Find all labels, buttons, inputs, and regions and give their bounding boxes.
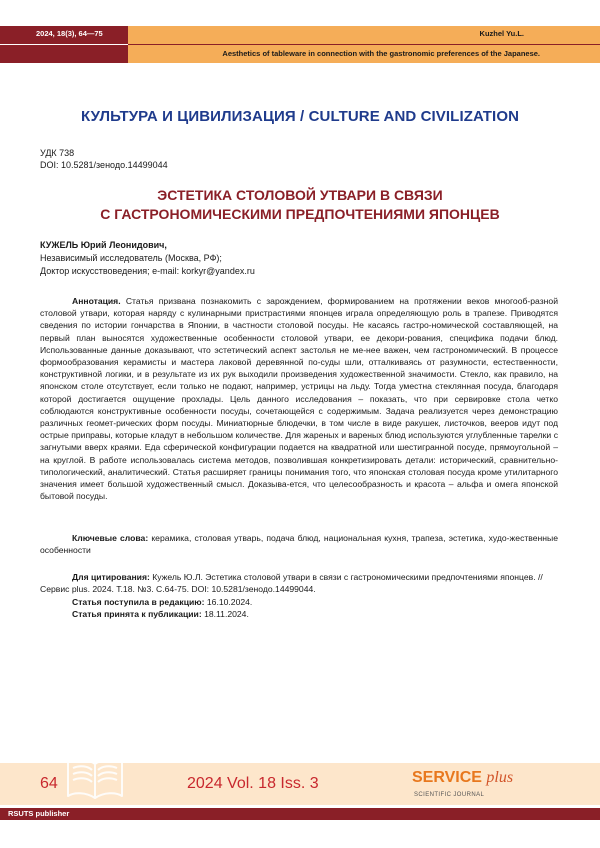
- abstract-text: Статья призвана познакомить с зарождением, формированием на протяжении веков многооб-разной столовой утвари, которая наряду с кулинарными пристрастиями японцев играла определяющую роль в трапезе. Приводятся сведения по истории гончарства в Японии, в частности столовой посуды. Не касаясь гастро-номической составляющей, на первый план выносятся художественные особенности столовой утвари, ее декори-рования, специфика подачи блюд. Использованные данные доказывают, что эстетический аспект застолья не ме-нее важен, чем гастрономический. В процессе формообразования керамисты и мастера лаковой деревянной по-суды шли, отталкиваясь от разумности, естественности, конструктивной логики, и в результате из их рук выходили произведения художественной значимости. Стекло, как правило, на японском столе отсутствует, если только не подают, например, устрицы на льду. Тогда уместна стеклянная посуда, благодаря которой достигается ощущение прохлады. Цель данного исследования – показать, что при сервировке стола четко соблюдаются конструктивные особенности посуды, сочетающейся с содержимым. Задача реализуется через демонстрацию различных геомет-рических форм посуды. Миниатюрные блюдечки, в том числе в виде ракушек, листочков, вееров идут под острые приправы, которые кладут в небольшом количестве. Для жареных и вареных блюд используются углубленные тарелки с загнутыми вверх краями. Еда сферической конфигурации подается на квадратной или шестигранной посуде, прямоугольной – на круглой. В работе использовалась система методов, позволившая конкретизировать детали: исторический, сравнительно-типологический, аналитический. Статья расширяет границы понимания того, что японская столовая посуда кроме утилитарного значения имеет большой художественный смысл. Доказыва-ется, что целесообразность и красота – альфа и омега японской бытовой посуды.: [40, 296, 558, 502]
- header-article-title: Aesthetics of tableware in connection with the gastronomic preferences of the Japanese.: [222, 49, 540, 58]
- abstract-label: Аннотация.: [72, 296, 121, 306]
- publisher-logo: [62, 752, 128, 808]
- citation: [40, 571, 558, 595]
- author-degree-email[interactable]: Доктор искусствоведения; e-mail: korkyr@yandex.ru: [40, 266, 255, 276]
- article-title-line-2: С ГАСТРОНОМИЧЕСКИМИ ПРЕДПОЧТЕНИЯМИ ЯПОНЦЕВ: [100, 206, 500, 222]
- page-number: 64: [40, 775, 58, 792]
- keywords-text: керамика, столовая утварь, подача блюд, национальная кухня, трапеза, эстетика, худо-жественные особенности: [40, 533, 558, 555]
- header-maroon-block-2: [0, 45, 128, 63]
- footer-publisher-bar: [0, 808, 600, 820]
- header-bottom-bar: [0, 45, 600, 63]
- section-heading: КУЛЬТУРА И ЦИВИЛИЗАЦИЯ / CULTURE AND CIVILIZATION: [80, 108, 520, 125]
- received-label: Статья поступила в редакцию:: [72, 597, 205, 607]
- journal-logo: [412, 769, 513, 787]
- keywords-label: Ключевые слова:: [72, 533, 149, 543]
- received-date: [72, 597, 252, 607]
- issue-info: 2024, 18(3), 64—75: [36, 29, 103, 38]
- article-title-line-1: ЭСТЕТИКА СТОЛОВОЙ УТВАРИ В СВЯЗИ: [157, 187, 443, 203]
- author-affiliation: Независимый исследователь (Москва, РФ);: [40, 253, 222, 263]
- volume-info: 2024 Vol. 18 Iss. 3: [187, 775, 319, 792]
- journal-logo-main: SERVICE: [412, 769, 482, 786]
- keywords: [40, 532, 558, 556]
- author-name: КУЖЕЛЬ Юрий Леонидович,: [40, 240, 167, 250]
- book-logo-icon: [62, 752, 128, 808]
- citation-label: Для цитирования:: [72, 572, 150, 582]
- accepted-date: [72, 609, 249, 619]
- header-top-bar: [0, 26, 600, 44]
- udk: УДК 738: [40, 148, 75, 158]
- journal-logo-plus: plus: [486, 769, 514, 786]
- received-value: 16.10.2024.: [206, 597, 253, 607]
- accepted-label: Статья принята к публикации:: [72, 609, 202, 619]
- header-author: Kuzhel Yu.L.: [479, 29, 524, 38]
- accepted-value: 18.11.2024.: [204, 609, 249, 619]
- doi[interactable]: DOI: 10.5281/зенодо.14499044: [40, 160, 168, 170]
- publisher-name: RSUTS publisher: [8, 809, 70, 818]
- journal-subtitle: SCIENTIFIC JOURNAL: [414, 792, 485, 798]
- abstract: [40, 295, 558, 502]
- citation-text: Кужель Ю.Л. Эстетика столовой утвари в связи с гастрономическими предпочтениями японцев. // Сервис plus. 2024. Т.18. №3. С.64-75. DOI: 10.5281/зенодо.14499044.: [40, 572, 543, 594]
